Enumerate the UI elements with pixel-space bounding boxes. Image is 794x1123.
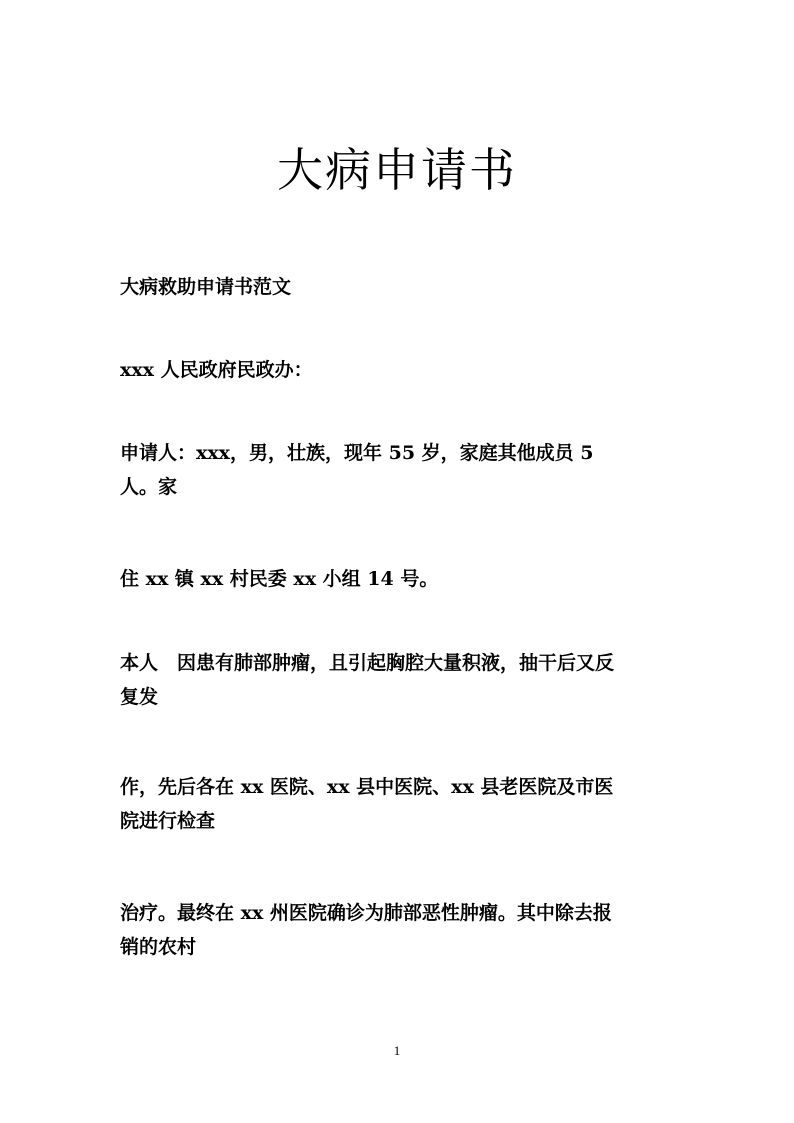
paragraph-line: 人。家 xyxy=(120,476,178,498)
page-number: 1 xyxy=(393,1043,401,1058)
paragraph-5 xyxy=(120,646,690,714)
paragraph-line: 销的农村 xyxy=(120,936,197,958)
paragraph-2 xyxy=(120,353,690,387)
paragraph-line: 作，先后各在 xx 医院、xx 县中医院、xx 县老医院及市医 xyxy=(120,776,614,798)
paragraph-6 xyxy=(120,770,690,838)
paragraph-line: 本人 因患有肺部肿瘤，且引起胸腔大量积液，抽干后又反 xyxy=(120,652,615,674)
paragraph-line: 复发 xyxy=(120,686,159,708)
paragraph-line: 住 xx 镇 xx 村民委 xx 小组 14 号。 xyxy=(120,568,439,590)
paragraph-3 xyxy=(120,436,690,504)
paragraph-1 xyxy=(120,270,690,304)
paragraph-line: 院进行检查 xyxy=(120,810,216,832)
paragraph-4 xyxy=(120,562,690,596)
paragraph-line: 大病救助申请书范文 xyxy=(120,276,292,298)
paragraph-line: xxx 人民政府民政办： xyxy=(120,359,313,381)
paragraph-line: 治疗。最终在 xx 州医院确诊为肺部恶性肿瘤。其中除去报 xyxy=(120,902,612,924)
document-title: 大病申请书 xyxy=(277,143,517,197)
paragraph-line: 申请人：xxx，男，壮族，现年 55 岁，家庭其他成员 5 xyxy=(120,442,594,464)
paragraph-7 xyxy=(120,896,690,964)
